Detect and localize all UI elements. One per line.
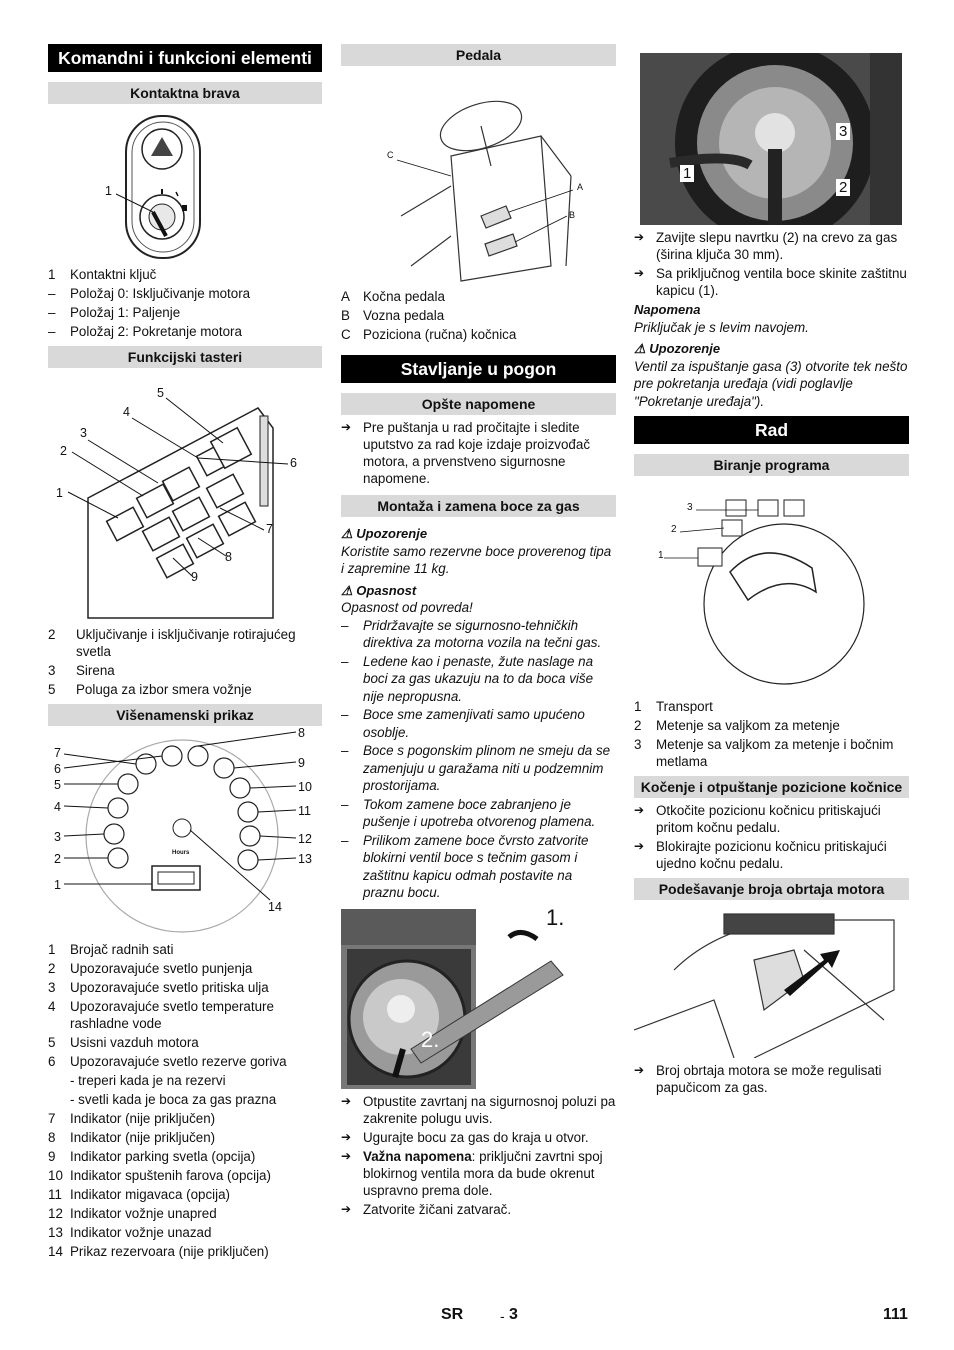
section-heading-komandni: Komandni i funkcioni elementi bbox=[48, 44, 322, 72]
warning-text: Koristite samo rezervne boce proverenog tipa i zapremine 11 kg. bbox=[341, 543, 612, 576]
ignition-switch-drawing bbox=[48, 104, 322, 262]
warning-icon: ⚠ bbox=[634, 341, 646, 356]
figure-callout: 8 bbox=[298, 726, 305, 740]
figure-callout: 3 bbox=[836, 123, 850, 140]
list-item: 1 Transport bbox=[634, 699, 713, 714]
gas-valve-photo bbox=[640, 53, 902, 225]
list-item: ➔ Sa priključnog ventila boce skinite zaštitnu kapicu (1). bbox=[634, 266, 907, 298]
list-item: – Pridržavajte se sigurnosno-tehničkih direktiva za motorna vozila na tečni gas. bbox=[341, 617, 602, 650]
figure-callout: 1 bbox=[54, 878, 61, 892]
figure-callout: 1 bbox=[680, 165, 694, 182]
ignition-switch-figure bbox=[48, 104, 322, 262]
subheading-pedala: Pedala bbox=[341, 44, 616, 66]
figure-callout: B bbox=[569, 210, 576, 220]
footer-subpage: 3 bbox=[509, 1306, 518, 1323]
gas-bottle-photo bbox=[341, 909, 616, 1089]
note-text: Priključak je s levim navojem. bbox=[634, 319, 809, 335]
subheading-biranje-programa: Biranje programa bbox=[634, 454, 909, 476]
list-item: ➔ Broj obrtaja motora se može regulisati papučicom za gas. bbox=[634, 1063, 882, 1095]
gas-steps-list bbox=[341, 1093, 616, 1218]
list-item: ➔ Otkočite pozicionu kočnicu pritiskajući pritom kočnu pedalu. bbox=[634, 803, 881, 835]
list-item: 5 Poluga za izbor smera vožnje bbox=[48, 682, 252, 697]
footer-separator: - bbox=[500, 1308, 505, 1324]
pedala-list bbox=[341, 288, 616, 343]
arrow-icon: ➔ bbox=[634, 839, 645, 853]
figure-callout: A bbox=[577, 182, 584, 192]
list-item: ➔ Važna napomena: priključni zavrtni spoj blokirnog ventila mora da bude okrenut uspravno prema dole. bbox=[341, 1148, 603, 1198]
funkcijski-list bbox=[48, 626, 322, 698]
figure-callout: 5 bbox=[157, 386, 164, 400]
arrow-icon: ➔ bbox=[341, 1148, 352, 1163]
list-item: - svetli kada je boca za gas prazna bbox=[70, 1092, 277, 1107]
figure-callout: 11 bbox=[298, 804, 311, 818]
subheading-podesavanje: Podešavanje broja obrtaja motora bbox=[634, 878, 909, 900]
podesavanje-list bbox=[634, 1062, 909, 1096]
figure-callout: 3 bbox=[687, 502, 693, 513]
list-item: 3 Sirena bbox=[48, 663, 115, 678]
figure-callout: 14 bbox=[268, 900, 282, 914]
arrow-icon: ➔ bbox=[634, 266, 645, 280]
list-item: – Položaj 1: Paljenje bbox=[48, 305, 181, 320]
subheading-montaza: Montaža i zamena boce za gas bbox=[341, 495, 616, 517]
warning-label: ⚠ Upozorenje bbox=[341, 526, 428, 541]
list-item: – Položaj 0: Isključivanje motora bbox=[48, 286, 251, 301]
list-item: - treperi kada je na rezervi bbox=[70, 1073, 226, 1088]
subheading-opste-napomene: Opšte napomene bbox=[341, 393, 616, 415]
list-item: 3 Upozoravajuće svetlo pritiska ulja bbox=[48, 980, 269, 995]
throttle-drawing bbox=[634, 910, 909, 1058]
list-item: 4 Upozoravajuće svetlo temperature rashladne vode bbox=[48, 999, 274, 1031]
gas-bottle-figure bbox=[341, 904, 616, 1089]
danger-label: ⚠ Opasnost bbox=[341, 582, 417, 598]
list-item: – Položaj 2: Pokretanje motora bbox=[48, 324, 242, 339]
note-label: Napomena bbox=[634, 302, 701, 317]
list-item: 14 Prikaz rezervoara (nije priključen) bbox=[48, 1244, 269, 1259]
list-item: 7 Indikator (nije priključen) bbox=[48, 1111, 216, 1126]
list-item: B Vozna pedala bbox=[341, 308, 445, 323]
figure-callout: 8 bbox=[225, 550, 232, 564]
list-item: – Tokom zamene boce zabranjeno je pušenje i upotreba otvorenog plamena. bbox=[341, 796, 596, 829]
list-item: 13 Indikator vožnje unazad bbox=[48, 1225, 212, 1240]
list-item: 6 Upozoravajuće svetlo rezerve goriva bbox=[48, 1054, 287, 1069]
arrow-icon: ➔ bbox=[341, 1093, 352, 1108]
list-item: 10 Indikator spuštenih farova (opcija) bbox=[48, 1168, 271, 1183]
figure-callout: C bbox=[387, 150, 394, 160]
column-3 bbox=[634, 44, 909, 1098]
list-item: – Prilikom zamene boce čvrsto zatvorite blokirni ventil boce s tečnim gasom i zaštitnu kapicu odmah postavite na praznu bocu. bbox=[341, 832, 589, 900]
arrow-icon: ➔ bbox=[341, 1201, 352, 1216]
figure-callout: 13 bbox=[298, 852, 312, 866]
subheading-funkcijski-tasteri: Funkcijski tasteri bbox=[48, 346, 322, 368]
figure-callout: 6 bbox=[54, 762, 61, 776]
pedal-drawing bbox=[341, 66, 616, 288]
list-item: 2 Uključivanje i isključivanje rotirajućeg svetla bbox=[48, 627, 296, 659]
list-item: A Kočna pedala bbox=[341, 289, 445, 304]
arrow-icon: ➔ bbox=[634, 1063, 645, 1077]
column-2 bbox=[341, 44, 616, 1220]
figure-callout: 2 bbox=[54, 852, 61, 866]
danger-list bbox=[341, 617, 616, 902]
list-item: – Ledene kao i penaste, žute naslage na boci za gas ukazuju na to da boca više nije nepropusna. bbox=[341, 653, 594, 704]
gas-valve-figure bbox=[640, 53, 902, 225]
pedal-figure bbox=[341, 66, 616, 288]
figure-callout: 9 bbox=[298, 756, 305, 770]
figure-callout: 12 bbox=[298, 832, 312, 846]
list-item: C Poziciona (ručna) kočnica bbox=[341, 327, 517, 342]
function-keys-figure bbox=[48, 368, 322, 626]
figure-callout: 1 bbox=[658, 550, 664, 561]
column-1 bbox=[48, 44, 322, 1262]
list-item: 11 Indikator migavaca (opcija) bbox=[48, 1187, 231, 1202]
multifunction-display-figure bbox=[48, 726, 322, 941]
figure-callout: 6 bbox=[290, 456, 297, 470]
arrow-icon: ➔ bbox=[341, 420, 352, 434]
prikaz-list bbox=[48, 941, 322, 1260]
arrow-icon: ➔ bbox=[634, 803, 645, 817]
list-item: 1 Brojač radnih sati bbox=[48, 942, 174, 957]
subheading-kocenje: Kočenje i otpuštanje pozicione kočnice bbox=[634, 776, 909, 798]
danger-text: Opasnost od povreda! bbox=[341, 600, 473, 615]
figure-callout: 1 bbox=[105, 184, 112, 198]
figure-callout: 1. bbox=[546, 904, 565, 930]
figure-callout: 2 bbox=[836, 179, 850, 196]
program-selector-figure bbox=[634, 476, 909, 698]
list-item: 12 Indikator vožnje unapred bbox=[48, 1206, 217, 1221]
program-selector-drawing bbox=[634, 476, 909, 698]
figure-callout: 7 bbox=[266, 522, 273, 536]
list-item: 5 Usisni vazduh motora bbox=[48, 1035, 199, 1050]
figure-callout: 2. bbox=[421, 1026, 440, 1052]
list-item: ➔ Otpustite zavrtanj na sigurnosnoj poluzi pa zakrenite polugu uvis. bbox=[341, 1093, 616, 1126]
list-item: 2 Metenje sa valjkom za metenje bbox=[634, 718, 840, 733]
warning-icon: ⚠ bbox=[341, 582, 353, 598]
list-item: ➔ Ugurajte bocu za gas do kraja u otvor. bbox=[341, 1129, 589, 1145]
list-item: – Boce s pogonskim plinom ne smeju da se zamenjuju u garažama niti u podzemnim prostorijama. bbox=[341, 743, 611, 793]
figure-callout: 5 bbox=[54, 778, 61, 792]
footer-page-number: 111 bbox=[883, 1306, 908, 1323]
valve-steps-list bbox=[634, 229, 909, 299]
figure-callout: 4 bbox=[54, 800, 61, 814]
list-item: ➔ Pre puštanja u rad pročitajte i sledite uputstvo za rad koje izdaje proizvođač motora, a prvenstveno sigurnosne napomene. bbox=[341, 420, 591, 486]
list-item: 9 Indikator parking svetla (opcija) bbox=[48, 1149, 256, 1164]
arrow-icon: ➔ bbox=[634, 230, 645, 244]
figure-callout: 3 bbox=[54, 830, 61, 844]
section-heading-rad: Rad bbox=[634, 416, 909, 444]
list-item: ➔ Zavijte slepu navrtku (2) na crevo za gas (širina ključa 30 mm). bbox=[634, 230, 898, 262]
list-item: – Boce sme zamenjivati samo upućeno osoblje. bbox=[341, 707, 585, 740]
figure-callout: 4 bbox=[123, 405, 130, 419]
figure-callout: 7 bbox=[54, 746, 61, 760]
arrow-icon: ➔ bbox=[341, 1129, 352, 1144]
throttle-figure bbox=[634, 910, 909, 1058]
figure-callout: 2 bbox=[60, 444, 67, 458]
list-item: ➔ Blokirajte pozicionu kočnicu pritiskajući ujedno kočnu pedalu. bbox=[634, 839, 887, 871]
list-item: 2 Upozoravajuće svetlo punjenja bbox=[48, 961, 253, 976]
figure-callout: 3 bbox=[80, 426, 87, 440]
figure-callout: 1 bbox=[56, 486, 63, 500]
subheading-visenamenski-prikaz: Višenamenski prikaz bbox=[48, 704, 322, 726]
subheading-kontaktna-brava: Kontaktna brava bbox=[48, 82, 322, 104]
function-keys-drawing bbox=[48, 368, 322, 626]
list-item: 1 Kontaktni ključ bbox=[48, 267, 157, 282]
kontaktna-list bbox=[48, 266, 322, 340]
hours-label: Hours bbox=[172, 850, 190, 856]
warning-icon: ⚠ bbox=[341, 526, 353, 541]
warning-label: ⚠ Upozorenje bbox=[634, 341, 721, 356]
section-heading-stavljanje: Stavljanje u pogon bbox=[341, 355, 616, 383]
kocenje-list bbox=[634, 802, 909, 872]
footer-language: SR bbox=[441, 1306, 464, 1323]
figure-callout: 10 bbox=[298, 780, 312, 794]
biranje-list bbox=[634, 698, 909, 770]
figure-callout: 2 bbox=[671, 524, 677, 535]
list-item: ➔ Zatvorite žičani zatvarač. bbox=[341, 1201, 512, 1217]
warning-text: Ventil za ispuštanje gasa (3) otvorite tek nešto pre pokretanja uređaja (vidi poglavlje "Pokretanje uređaja"). bbox=[634, 358, 908, 409]
list-item: 8 Indikator (nije priključen) bbox=[48, 1130, 216, 1145]
list-item: 3 Metenje sa valjkom za metenje i bočnim metlama bbox=[634, 737, 894, 769]
opste-list bbox=[341, 419, 616, 487]
figure-callout: 9 bbox=[191, 570, 198, 584]
